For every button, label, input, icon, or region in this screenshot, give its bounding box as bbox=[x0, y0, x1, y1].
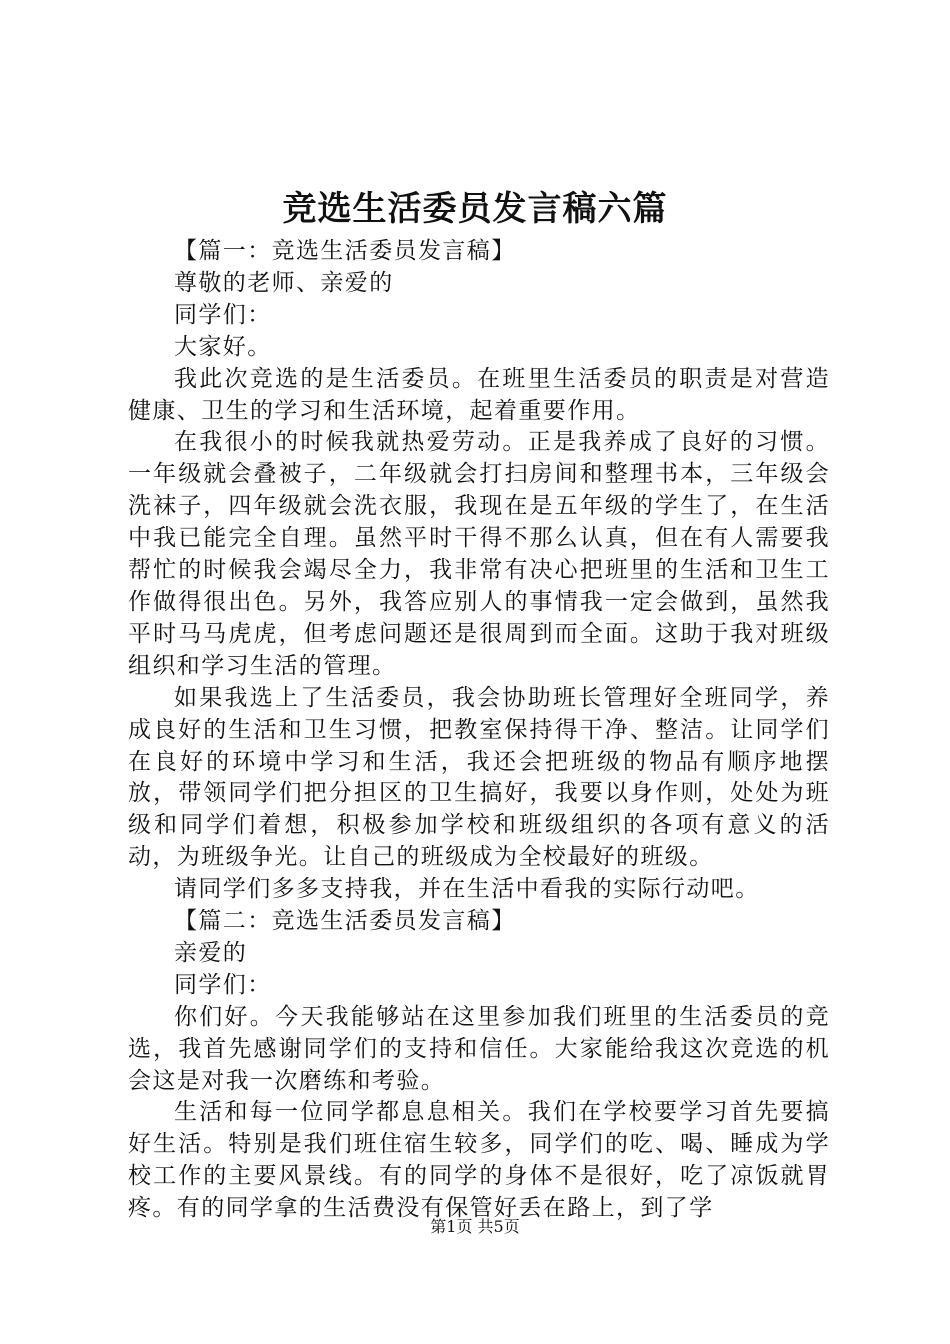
paragraph-body: 你们好。今天我能够站在这里参加我们班里的生活委员的竞选，我首先感谢同学们的支持和信任。大家能给我这次竞选的机会这是对我一次磨练和考验。 bbox=[128, 1003, 830, 1094]
paragraph-heading-1: 【篇一：竞选生活委员发言稿】 bbox=[174, 238, 516, 264]
paragraph-body: 生活和每一位同学都息息相关。我们在学校要学习首先要搞好生活。特别是我们班住宿生较多，同学们的吃、喝、睡成为学校工作的主要风景线。有的同学的身体不是很好，吃了凉饭就胃疼。有的同学拿的生活费没有保管好丢在路上，到了学 bbox=[128, 1099, 830, 1222]
paragraph-greeting: 大家好。 bbox=[174, 333, 272, 360]
paragraph-salutation-3: 亲爱的 bbox=[174, 939, 248, 966]
paragraph-salutation-1: 尊敬的老师、亲爱的 bbox=[174, 269, 394, 296]
document-body bbox=[128, 236, 830, 1225]
document-title: 竞选生活委员发言稿六篇 bbox=[282, 189, 668, 229]
paragraph-body: 在我很小的时候我就热爱劳动。正是我养成了良好的习惯。一年级就会叠被子，二年级就会打扫房间和整理书本，三年级会洗袜子，四年级就会洗衣服，我现在是五年级的学生了，在生活中我已能完全自理。虽然平时干得不那么认真，但在有人需要我帮忙的时候我会竭尽全力，我非常有决心把班里的生活和卫生工作做得很出色。另外，我答应别人的事情我一定会做到，虽然我平时马马虎虎，但考虑问题还是很周到而全面。这助于我对班级组织和学习生活的管理。 bbox=[128, 429, 830, 679]
paragraph-body: 如果我选上了生活委员，我会协助班长管理好全班同学，养成良好的生活和卫生习惯，把教室保持得干净、整洁。让同学们在良好的环境中学习和生活，我还会把班级的物品有顺序地摆放，带领同学们把分担区的卫生搞好，我要以身作则，处处为班级和同学们着想，积极参加学校和班级组织的各项有意义的活动，为班级争光。让自己的班级成为全校最好的班级。 bbox=[128, 684, 830, 871]
page-number-footer: 第1页 共5页 bbox=[430, 1217, 520, 1236]
paragraph-body: 请同学们多多支持我，并在生活中看我的实际行动吧。 bbox=[174, 876, 760, 903]
paragraph-body: 我此次竞选的是生活委员。在班里生活委员的职责是对营造健康、卫生的学习和生活环境，起着重要作用。 bbox=[128, 365, 830, 424]
paragraph-salutation-2: 同学们： bbox=[174, 301, 272, 328]
paragraph-heading-2: 【篇二：竞选生活委员发言稿】 bbox=[174, 908, 516, 935]
paragraph-salutation-4: 同学们： bbox=[174, 971, 272, 998]
